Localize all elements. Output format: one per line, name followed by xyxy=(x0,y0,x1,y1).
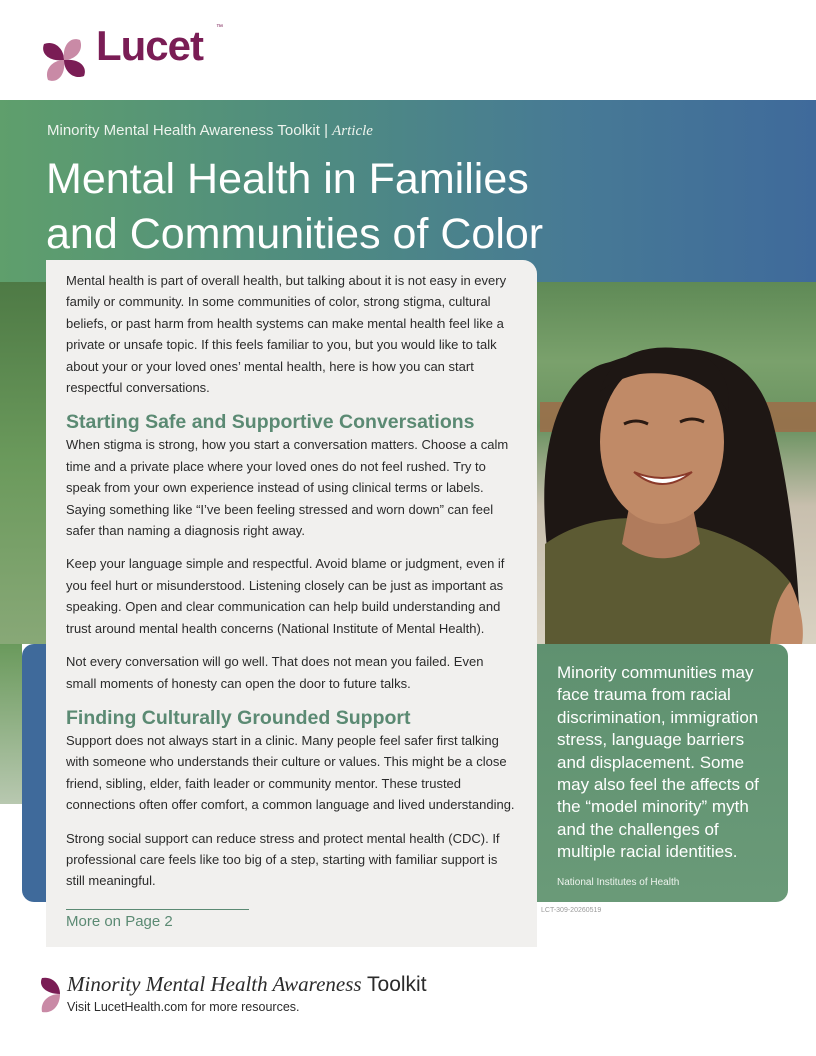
footer-website-text[interactable]: Visit LucetHealth.com for more resources. xyxy=(67,1000,300,1014)
footer-title xyxy=(67,972,427,997)
footer-title-plain: Toolkit xyxy=(361,973,427,996)
lucet-footer-mark-icon xyxy=(36,972,60,1016)
kicker xyxy=(47,122,373,140)
article-card xyxy=(46,260,537,947)
document-code: LCT-309-20260519 xyxy=(541,907,602,914)
pull-quote-text: Minority communities may face trauma from racial discrimination, immigration stress, language barriers and displacement. Some may also feel the affects of the “model minority” myth and the challenges of multiple racial identities. xyxy=(557,663,759,862)
body-paragraph: Strong social support can reduce stress and protect mental health (CDC). If professional care feels like too big of a step, starting with familiar support is still meaningful. xyxy=(66,830,500,889)
foliage-strip xyxy=(0,644,22,804)
more-on-page-link[interactable]: More on Page 2 xyxy=(66,913,173,930)
trademark-symbol: ™ xyxy=(216,24,223,31)
body-paragraph: Keep your language simple and respectful. Avoid blame or judgment, even if you feel hurt or misunderstood. Listening closely can be just as important as speaking. Open and clear communication can help build understanding and trust around mental health concerns (National Institute of Mental Health). xyxy=(66,556,505,636)
section-heading: Finding Culturally Grounded Support xyxy=(66,706,411,729)
body-paragraph: Support does not always start in a clinic. Many people feel safer first talking with someone who understands their culture or values. This might be a close friend, sibling, elder, faith leader or community mentor. These trusted connections often offer comfort, a common language and lived understanding. xyxy=(66,732,515,813)
lucet-logo-mark-icon xyxy=(40,36,88,84)
section-heading: Starting Safe and Supportive Conversations xyxy=(66,411,475,434)
body-paragraph: When stigma is strong, how you start a conversation matters. Choose a calm time and a private place where your loved ones do not feel rushed. Try to speak from your own experience instead of using clinical terms or labels. Saying something like “I’ve been feeling stressed and worn down” can feel safer than naming a diagnosis right away. xyxy=(66,437,509,539)
intro-paragraph: Mental health is part of overall health, but talking about it is not easy in every family or community. In some communities of color, strong stigma, cultural beliefs, or past harm from health systems can make mental health feel like a private or unsafe topic. If this feels familiar to you, but you would like to talk about your or your loved ones’ mental health, here is how you can start respectful conversations. xyxy=(66,273,507,396)
page-title: Mental Health in Families and Communities of Color xyxy=(46,155,544,258)
body-paragraph: Not every conversation will go well. That does not mean you failed. Even small moments of honesty can open the door to future talks. xyxy=(66,654,484,691)
header-band xyxy=(0,100,816,282)
divider xyxy=(66,909,249,910)
pull-quote-source: National Institutes of Health xyxy=(557,877,680,888)
footer-title-italic: Minority Mental Health Awareness xyxy=(67,972,362,996)
pull-quote-card xyxy=(537,644,788,902)
brand-logo xyxy=(40,22,223,86)
brand-name: Lucet xyxy=(96,22,204,69)
kicker-type: Article xyxy=(332,123,373,139)
kicker-prefix: Minority Mental Health Awareness Toolkit | xyxy=(47,122,333,139)
